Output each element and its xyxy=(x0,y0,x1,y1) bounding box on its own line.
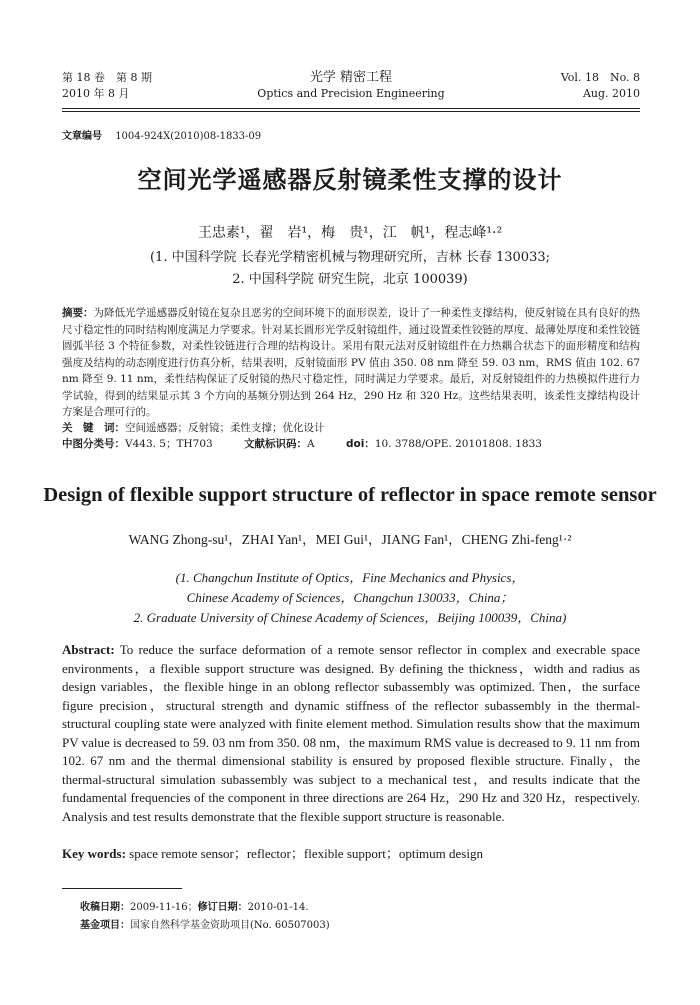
title-cn: 空间光学遥感器反射镜柔性支撑的设计 xyxy=(137,166,563,194)
revised-label: 修订日期： xyxy=(197,902,248,913)
affiliation-en-2: Chinese Academy of Sciences，Changchun 130033，China； xyxy=(186,590,514,605)
doc-code-label: 文献标识码： xyxy=(244,438,308,450)
header-vol-no: Vol. 18 No. 8 xyxy=(560,71,640,84)
abstract-en-text: To reduce the surface deformation of a remote sensor reflector in complex and execrable space environments，a flexible support structure was designed. By defining the thickness，width and radius as design variables，the flexible hinge in an oblong reflector subassembly was optimized. Then，the surface figure precision，structural strength and dynamic stiffness of the reflector subassembly in the thermal-structural coupling state were analyzed with finite element method. Simulation results show that the maximum PV value is decreased to 59. 03 nm from 350. 08 nm，the maximum RMS value is decreased to 9. 11 nm from 102. 67 nm and the thermal dimensional stability is ensured by proposed flexible structure. Finally，the thermal-structural simulation subassembly was subject to a mechanical test，and results indicate that the fundamental frequencies of the component in three directions are 264 Hz，290 Hz and 320 Hz，respectively. Analysis and test results demonstrate that the flexible support structure is reasonable. xyxy=(62,642,641,824)
affiliation-cn-1: (1. 中国科学院 长春光学精密机械与物理研究所，吉林 长春 130033; xyxy=(149,250,550,265)
classification-line xyxy=(62,436,640,451)
affiliation-en-1: (1. Changchun Institute of Optics，Fine Mechanics and Physics， xyxy=(175,570,525,585)
header-journal xyxy=(62,70,640,102)
authors-cn: 王忠素¹，翟 岩¹，梅 贵¹，江 帆¹，程志峰¹·² xyxy=(197,225,503,241)
affiliations-en xyxy=(0,568,700,628)
abstract-cn xyxy=(62,305,640,421)
keywords-cn-text: 空间遥感器；反射镜；柔性支撑；优化设计 xyxy=(125,422,325,434)
received-label: 收稿日期： xyxy=(80,902,130,913)
journal-name-en: Optics and Precision Engineering xyxy=(257,87,445,100)
doc-code-block xyxy=(244,438,315,450)
doi-label: doi： xyxy=(345,438,375,450)
abstract-cn-label: 摘要： xyxy=(62,307,94,319)
revised-value: 2010-01-14. xyxy=(247,902,309,913)
journal-name-cn: 光学 精密工程 xyxy=(309,70,393,85)
fund-value: 国家自然科学基金资助项目(No. 60507003) xyxy=(130,920,330,931)
keywords-en-text: space remote sensor；reflector；flexible support；optimum design xyxy=(129,846,483,861)
article-number-label: 文章编号 xyxy=(62,131,102,142)
doc-code-value: A xyxy=(307,438,315,450)
keywords-en xyxy=(62,843,483,862)
footnote-fund xyxy=(80,916,330,931)
clc-block xyxy=(62,438,213,450)
header-date-cn: 2010 年 8 月 xyxy=(62,87,130,100)
fund-label: 基金项目： xyxy=(80,920,130,931)
running-header xyxy=(62,70,640,110)
header-rule-top xyxy=(62,108,640,109)
affiliation-cn-2: 2. 中国科学院 研究生院，北京 100039) xyxy=(232,272,468,287)
doi-block xyxy=(346,438,542,450)
affiliation-en-3: 2. Graduate University of Chinese Academy of Sciences，Beijing 100039，China) xyxy=(133,610,567,625)
affiliations-cn xyxy=(0,247,700,291)
article-number xyxy=(62,127,261,142)
title-en: Design of flexible support structure of reflector in space remote sensor xyxy=(43,484,657,506)
footnote-rule xyxy=(62,888,182,889)
article-number-value: 1004-924X(2010)08-1833-09 xyxy=(115,131,262,142)
clc-value: V443. 5；TH703 xyxy=(125,438,213,450)
received-value: 2009-11-16； xyxy=(130,902,198,913)
authors-en: WANG Zhong-su¹，ZHAI Yan¹，MEI Gui¹，JIANG Fan¹，CHENG Zhi-feng¹·² xyxy=(128,532,572,547)
header-rule-bottom xyxy=(62,111,640,112)
abstract-en xyxy=(62,641,640,826)
header-date-en: Aug. 2010 xyxy=(582,87,640,100)
header-vol-en xyxy=(561,70,640,102)
keywords-cn-label: 关 键 词： xyxy=(62,422,125,434)
abstract-en-label: Abstract: xyxy=(62,642,115,657)
clc-label: 中图分类号： xyxy=(62,438,125,450)
footnote-dates xyxy=(80,898,309,913)
header-volume-issue: 第 18 卷 第 8 期 xyxy=(62,71,152,84)
keywords-cn xyxy=(62,420,325,435)
doi-value: 10. 3788/OPE. 20101808. 1833 xyxy=(374,438,542,450)
abstract-cn-text: 为降低光学遥感器反射镜在复杂且恶劣的空间环境下的面形误差，设计了一种柔性支撑结构，使反射镜在具有良好的热尺寸稳定性的同时结构刚度满足力学要求。针对某长圆形光学反射镜组件，通过设置柔性铰链的厚度、最薄处厚度和柔性铰链圆弧半径 3 个特征参数，对柔性铰链进行合理的结构设计。采用有限元法对反射镜组件在力热耦合状态下的面形精度和结构强度及结构的动态刚度进行仿真分析，结果表明，反射镜面形 PV 值由 350. 08 nm 降至 59. 03 nm，RMS 值由 102. 67 nm 降至 9. 11 nm，柔性结构保证了反射镜的热尺寸稳定性，同时满足力学要求。最后，对反射镜组件的力热模拟件进行力学试验，得到的结果显示其 3 个方向的基频分别达到 264 Hz，290 Hz 和 320 Hz。这些结果表明，该柔性支撑结构设计方案是合理可行的。 xyxy=(62,307,641,418)
keywords-en-label: Key words: xyxy=(62,846,126,861)
